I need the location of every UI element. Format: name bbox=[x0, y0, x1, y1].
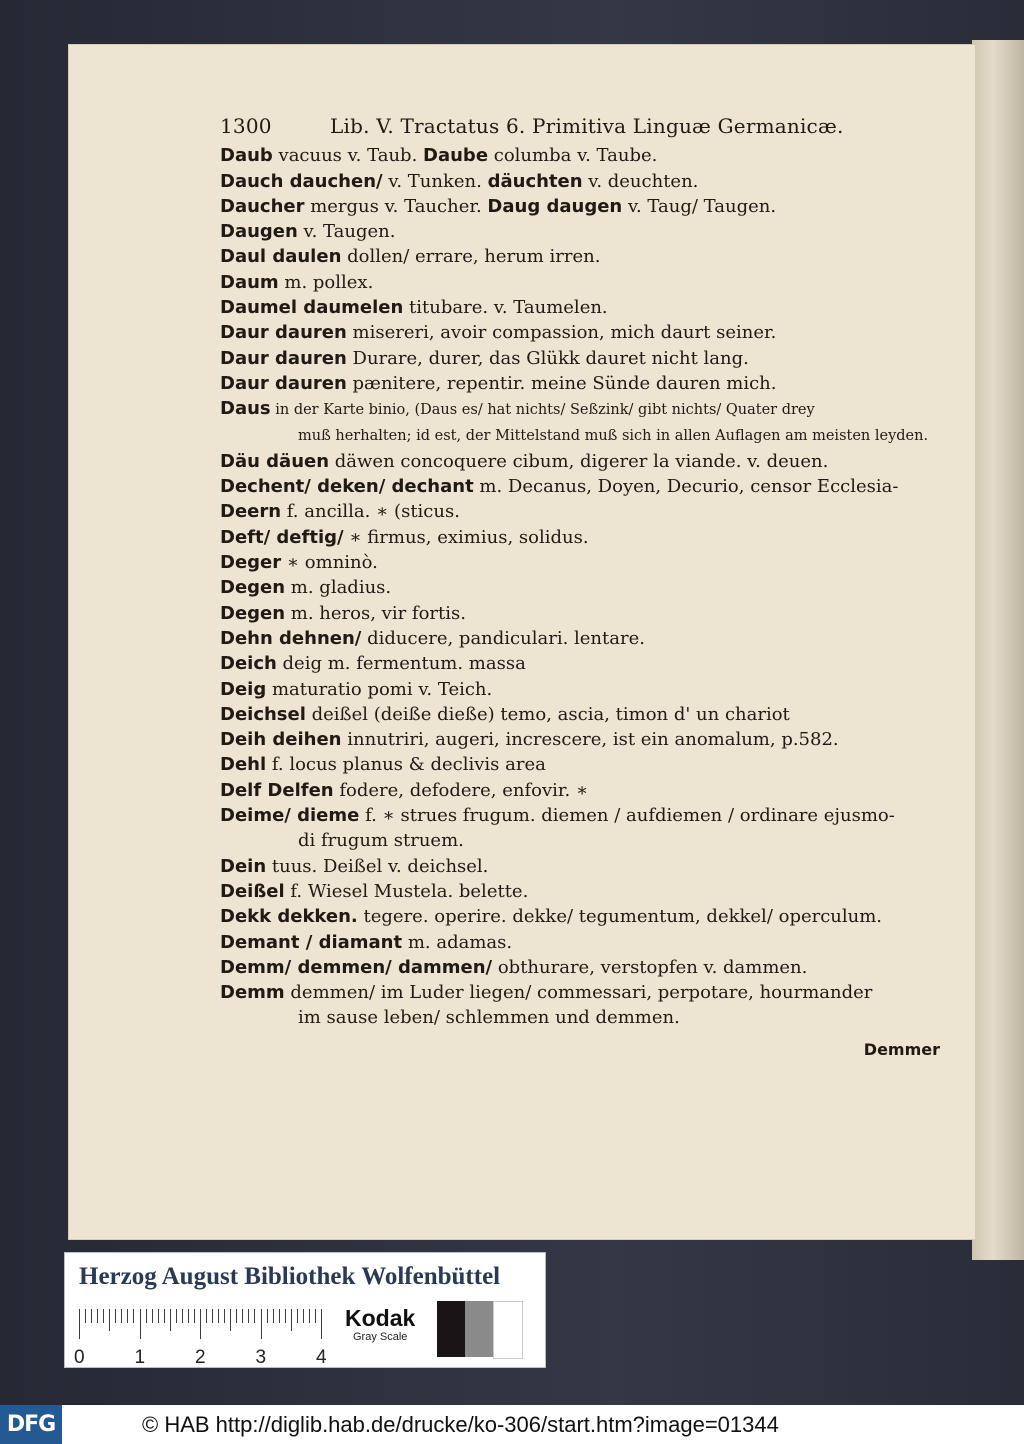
ruler-tick bbox=[242, 1309, 243, 1323]
headword: Daum bbox=[220, 271, 279, 293]
definition: demmen/ im Luder liegen/ commessari, perpotare, hourmander bbox=[284, 982, 873, 1004]
headword: Delf Delfen bbox=[220, 779, 334, 801]
ruler-tick bbox=[91, 1309, 92, 1323]
definition: in der Karte binio, (Daus es/ hat nichts/ Seßzink/ gibt nichts/ Quater drey bbox=[270, 402, 815, 419]
headword: Daul daulen bbox=[220, 246, 342, 268]
dictionary-entry bbox=[220, 550, 940, 575]
headword: Deime/ dieme bbox=[220, 805, 360, 827]
gray-swatch-black bbox=[437, 1301, 465, 1357]
ruler-tick bbox=[254, 1309, 255, 1323]
headword: Däu däuen bbox=[220, 450, 330, 472]
headword: Degen bbox=[220, 602, 286, 624]
ruler-tick bbox=[285, 1309, 286, 1323]
dictionary-entry bbox=[220, 143, 940, 168]
headword: Dauch dauchen/ bbox=[220, 170, 383, 192]
headword: Degen bbox=[220, 577, 286, 599]
headword: Deig bbox=[220, 678, 267, 700]
headword: Daumel daumelen bbox=[220, 297, 404, 319]
ruler-tick bbox=[236, 1309, 237, 1323]
ruler-tick bbox=[164, 1309, 165, 1323]
dictionary-entry bbox=[220, 677, 940, 702]
dictionary-entry bbox=[220, 270, 940, 295]
headword: Dehl bbox=[220, 754, 267, 776]
definition: m. pollex. bbox=[278, 271, 374, 293]
definition: diducere, pandiculari. lentare. bbox=[361, 627, 645, 649]
headword: Deih deihen bbox=[220, 729, 342, 751]
entry-continuation: im sause leben/ schlemmen und demmen. bbox=[298, 1007, 680, 1029]
definition: maturatio pomi v. Teich. bbox=[266, 678, 493, 700]
headword: Daub bbox=[220, 145, 273, 167]
headword: Deft/ deftig/ bbox=[220, 526, 344, 548]
catchword: Demmer bbox=[863, 1039, 940, 1059]
definition: f. Wiesel Mustela. belette. bbox=[284, 880, 529, 902]
definition: deig m. fermentum. massa bbox=[276, 653, 526, 675]
page-content bbox=[220, 114, 940, 1062]
headword: Deißel bbox=[220, 880, 285, 902]
ruler-tick bbox=[267, 1309, 268, 1323]
ruler-number: 1 bbox=[134, 1347, 146, 1368]
dictionary-entry bbox=[220, 449, 940, 474]
entry-continuation: di frugum struem. bbox=[298, 830, 464, 852]
headword: Daube bbox=[423, 145, 489, 167]
dictionary-entry bbox=[220, 320, 940, 345]
definition: tegere. operire. dekke/ tegumentum, dekkel/ operculum. bbox=[357, 906, 883, 928]
definition: m. gladius. bbox=[285, 577, 392, 599]
headword: Daur dauren bbox=[220, 347, 347, 369]
dictionary-entry bbox=[220, 626, 940, 651]
ruler-tick bbox=[291, 1309, 292, 1331]
headword: Demm/ demmen/ dammen/ bbox=[220, 956, 493, 978]
ruler-tick bbox=[248, 1309, 249, 1323]
book-page bbox=[68, 44, 976, 1240]
ruler-tick bbox=[194, 1309, 195, 1323]
dictionary-entry bbox=[220, 525, 940, 550]
ruler-tick bbox=[158, 1309, 159, 1323]
footer-bar bbox=[0, 1405, 1024, 1444]
ruler-tick bbox=[97, 1309, 98, 1323]
headword: Dein bbox=[220, 855, 267, 877]
definition: m. adamas. bbox=[402, 931, 513, 953]
definition: däwen concoquere cibum, digerer la viande. v. deuen. bbox=[329, 450, 829, 472]
definition: deißel (deiße dieße) temo, ascia, timon d' un chariot bbox=[305, 703, 790, 725]
ruler-tick bbox=[127, 1309, 128, 1323]
ruler-tick bbox=[182, 1309, 183, 1323]
dictionary-entry bbox=[220, 803, 940, 828]
definition: m. Decanus, Doyen, Decurio, censor Ecclesia- bbox=[473, 476, 899, 498]
kodak-logo: Kodak bbox=[345, 1305, 416, 1331]
ruler-tick bbox=[315, 1309, 316, 1323]
ruler-tick bbox=[273, 1309, 274, 1323]
headword: Daug daugen bbox=[487, 195, 623, 217]
ruler-tick bbox=[146, 1309, 147, 1323]
ruler-tick bbox=[321, 1309, 322, 1339]
dictionary-entry bbox=[220, 575, 940, 600]
definition: v. deuchten. bbox=[582, 170, 699, 192]
ruler-tick bbox=[133, 1309, 134, 1323]
copyright-link[interactable]: © HAB http://diglib.hab.de/drucke/ko-306/start.htm?image=01344 bbox=[142, 1412, 779, 1437]
dfg-logo: DFG bbox=[0, 1405, 62, 1444]
headword: Deern bbox=[220, 501, 282, 523]
ruler-tick bbox=[121, 1309, 122, 1323]
dictionary-entry bbox=[220, 930, 940, 955]
definition: f. ∗ strues frugum. diemen / aufdiemen / ordinare ejusmo- bbox=[359, 805, 895, 827]
headword: Demm bbox=[220, 982, 285, 1004]
definition: columba v. Taube. bbox=[488, 145, 658, 167]
ruler-tick bbox=[261, 1309, 262, 1339]
ruler-tick bbox=[176, 1309, 177, 1323]
headword: Daucher bbox=[220, 195, 305, 217]
running-header bbox=[220, 114, 940, 139]
dictionary-entry bbox=[220, 474, 940, 499]
dictionary-entry bbox=[220, 396, 940, 423]
definition: f. ancilla. ∗ (sticus. bbox=[281, 501, 460, 523]
dictionary-entry bbox=[220, 194, 940, 219]
dictionary-entry bbox=[220, 219, 940, 244]
definition: misereri, avoir compassion, mich daurt seiner. bbox=[346, 322, 777, 344]
gray-swatch-white bbox=[493, 1301, 523, 1359]
ruler-number: 0 bbox=[74, 1347, 85, 1368]
dictionary-entry bbox=[220, 651, 940, 676]
headword: Dehn dehnen/ bbox=[220, 627, 362, 649]
definition: pænitere, repentir. meine Sünde dauren mich. bbox=[346, 372, 777, 394]
dictionary-entry bbox=[220, 702, 940, 727]
definition: v. Taug/ Taugen. bbox=[622, 195, 777, 217]
definition: v. Taugen. bbox=[297, 221, 396, 243]
dictionary-entry bbox=[220, 778, 940, 803]
definition: ∗ omninò. bbox=[281, 552, 378, 574]
headword: Deich bbox=[220, 653, 277, 675]
definition: Durare, durer, das Glükk dauret nicht lang. bbox=[346, 347, 749, 369]
dictionary-entry bbox=[220, 854, 940, 879]
entry-continuation: muß herhalten; id est, der Mittelstand muß sich in allen Auflagen am meisten leyden. bbox=[298, 427, 929, 444]
ruler-tick bbox=[212, 1309, 213, 1323]
ruler-tick bbox=[200, 1309, 201, 1339]
definition: v. Tunken. bbox=[382, 170, 488, 192]
library-color-card bbox=[64, 1252, 546, 1368]
definition: m. heros, vir fortis. bbox=[285, 602, 466, 624]
definition: titubare. v. Taumelen. bbox=[403, 297, 608, 319]
ruler-tick bbox=[152, 1309, 153, 1323]
dictionary-entry bbox=[220, 499, 940, 524]
gray-swatch-mid bbox=[465, 1301, 493, 1357]
ruler-tick bbox=[115, 1309, 116, 1323]
definition: mergus v. Taucher. bbox=[304, 195, 488, 217]
definition: ∗ firmus, eximius, solidus. bbox=[343, 526, 589, 548]
headword: Daur dauren bbox=[220, 322, 347, 344]
dictionary-entry bbox=[220, 752, 940, 777]
headword: Daugen bbox=[220, 221, 298, 243]
ruler-tick bbox=[79, 1309, 80, 1339]
ruler-tick bbox=[224, 1309, 225, 1323]
dictionary-entry bbox=[220, 980, 940, 1005]
headword: Daur dauren bbox=[220, 372, 347, 394]
dictionary-entry bbox=[220, 244, 940, 269]
ruler-tick bbox=[230, 1309, 231, 1331]
ruler-tick bbox=[85, 1309, 86, 1323]
definition: innutriri, augeri, increscere, ist ein anomalum, p.582. bbox=[341, 729, 839, 751]
dictionary-entry bbox=[220, 727, 940, 752]
dictionary-entry bbox=[220, 601, 940, 626]
definition: vacuus v. Taub. bbox=[272, 145, 424, 167]
library-name: Herzog August Bibliothek Wolfenbüttel bbox=[79, 1263, 501, 1290]
dictionary-entry bbox=[220, 955, 940, 980]
ruler-tick bbox=[218, 1309, 219, 1323]
definition: dollen/ errare, herum irren. bbox=[341, 246, 601, 268]
page-number: 1300 bbox=[220, 114, 272, 138]
headword: Dechent/ deken/ dechant bbox=[220, 476, 474, 498]
headword: Dekk dekken. bbox=[220, 906, 358, 928]
running-title: Lib. V. Tractatus 6. Primitiva Linguæ Germanicæ. bbox=[330, 114, 844, 138]
headword: Demant / diamant bbox=[220, 931, 403, 953]
definition: obthurare, verstopfen v. dammen. bbox=[492, 956, 808, 978]
ruler-tick bbox=[309, 1309, 310, 1323]
headword: Daus bbox=[220, 398, 271, 420]
ruler bbox=[74, 1309, 383, 1368]
definition: tuus. Deißel v. deichsel. bbox=[266, 855, 489, 877]
ruler-tick bbox=[303, 1309, 304, 1323]
ruler-tick bbox=[103, 1309, 104, 1323]
dictionary-entry bbox=[220, 295, 940, 320]
dictionary-entry bbox=[220, 904, 940, 929]
ruler-number: 3 bbox=[255, 1347, 267, 1368]
dictionary-entry bbox=[220, 371, 940, 396]
ruler-number: 4 bbox=[316, 1347, 327, 1368]
ruler-tick bbox=[188, 1309, 189, 1323]
definition: f. locus planus & declivis area bbox=[266, 754, 546, 776]
dictionary-entry bbox=[220, 879, 940, 904]
headword: Deichsel bbox=[220, 703, 306, 725]
page-edge bbox=[972, 40, 1024, 1260]
dictionary-entry bbox=[220, 346, 940, 371]
ruler-tick bbox=[279, 1309, 280, 1323]
ruler-number: 2 bbox=[195, 1347, 206, 1368]
ruler-tick bbox=[297, 1309, 298, 1323]
dictionary-entry bbox=[220, 169, 940, 194]
definition: fodere, defodere, enfovir. ∗ bbox=[333, 779, 589, 801]
ruler-tick bbox=[206, 1309, 207, 1323]
ruler-tick bbox=[170, 1309, 171, 1331]
headword: Deger bbox=[220, 552, 282, 574]
ruler-tick bbox=[140, 1309, 141, 1339]
ruler-tick bbox=[109, 1309, 110, 1331]
headword: däuchten bbox=[487, 170, 583, 192]
gray-scale-label: Gray Scale bbox=[353, 1331, 408, 1343]
